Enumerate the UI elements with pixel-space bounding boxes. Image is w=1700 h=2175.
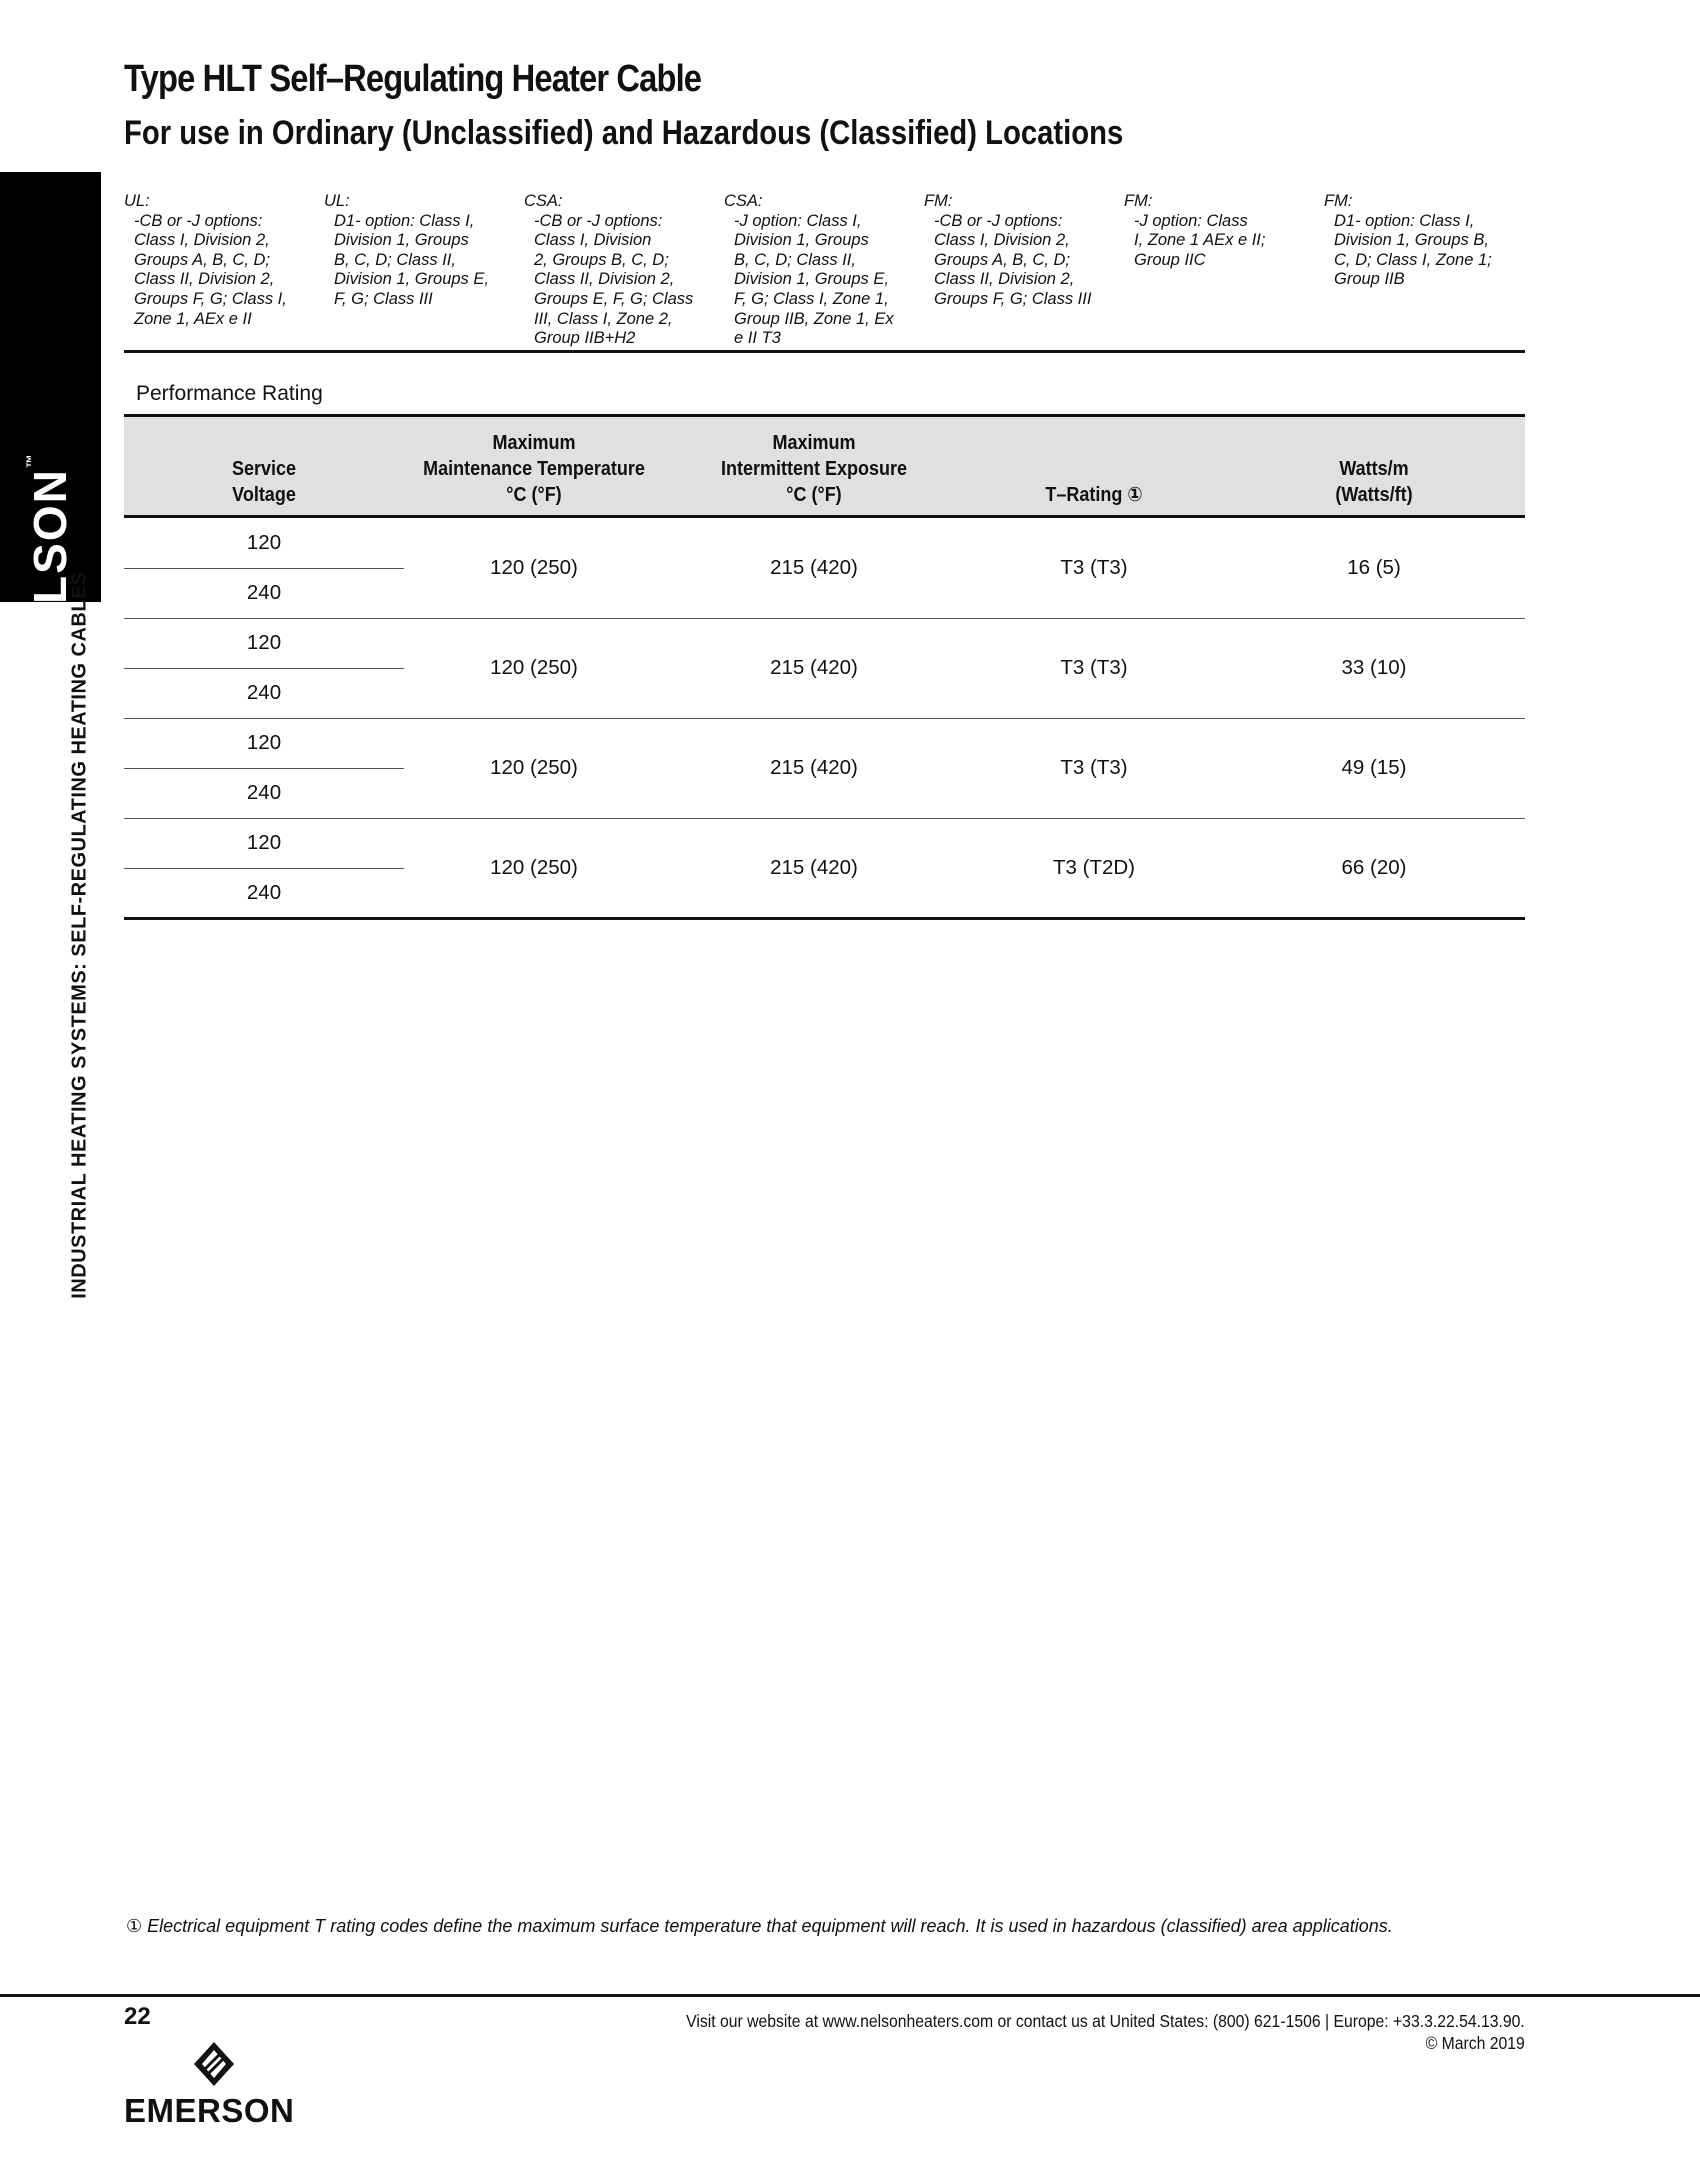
emerson-logo-mark [192,2040,236,2088]
certification-line: Group IIB, Zone 1, Ex [734,309,894,328]
certification-line: Groups A, B, C, D; [134,250,271,269]
voltage-cell: 120 [246,631,282,654]
certification-line: Group IIB [1334,270,1405,289]
certification-line: B, C, D; Class II, [734,250,856,269]
certification-line: F, G; Class I, Zone 1, [734,289,889,308]
certification-line: -CB or -J options: [534,211,663,230]
certification-line: Class I, Division [534,231,652,250]
certification-column [524,192,724,350]
certification-line: -J option: Class [1134,211,1248,230]
certification-line: -CB or -J options: [134,211,263,230]
certification-column [324,192,524,350]
header-line: T–Rating ① [1045,484,1143,506]
exposure-cell: 215 (420) [770,656,858,679]
exposure-cell: 215 (420) [770,856,858,879]
certification-line: D1- option: Class I, [1334,211,1475,230]
certification-line: D1- option: Class I, [334,211,475,230]
voltage-cell: 240 [246,581,282,604]
header-line: Intermittent Exposure [720,458,908,480]
certification-line: Class II, Division 2, [134,270,275,289]
table-bottom-rule [124,917,1525,920]
certification-line: e II T3 [734,329,781,348]
voltage-cell: 120 [246,731,282,754]
certification-line: Division 1, Groups [734,231,869,250]
footnote: ① Electrical equipment T rating codes define the maximum surface temperature that equipment will reach. It is used in hazardous (classified) area applications. [126,1916,1393,1936]
copyright: © March 2019 [1425,2033,1525,2053]
voltage-cell: 120 [246,831,282,854]
voltage-cell: 240 [246,781,282,804]
voltage-divider [124,868,404,869]
header-maintenance-temperature [417,430,651,508]
header-line: Maximum [492,432,576,454]
table-caption: Performance Rating [136,382,323,405]
header-line: Maintenance Temperature [423,458,645,480]
voltage-divider [124,768,404,769]
header-line: Service [231,458,297,480]
divider [124,350,1525,353]
header-line: (Watts/ft) [1335,484,1413,506]
certification-line: Division 1, Groups E, [334,270,489,289]
certification-line: Groups A, B, C, D; [934,250,1071,269]
header-line: °C (°F) [786,484,842,506]
footer-rule [0,1994,1700,1997]
trademark-mark: ™ [23,452,39,469]
trating-cell: T3 (T3) [1060,556,1128,579]
certification-line: F, G; Class III [334,289,433,308]
trating-cell: T3 (T2D) [1053,856,1135,879]
page-title: Type HLT Self–Regulating Heater Cable [124,58,702,100]
certification-line: C, D; Class I, Zone 1; [1334,250,1492,269]
maint-cell: 120 (250) [490,756,578,779]
certification-line: Groups F, G; Class III [934,289,1092,308]
contact-line: Visit our website at www.nelsonheaters.com or contact us at United States: (800) 621-1506 | Europe: +33.3.22.54.13.90. [686,2011,1525,2031]
certification-line: Division 1, Groups E, [734,270,889,289]
watts-cell: 33 (10) [1341,656,1407,679]
certification-line: Group IIC [1134,250,1206,269]
voltage-cell: 120 [246,531,282,554]
header-intermittent-exposure [697,430,931,508]
brand-name: NELSON [24,468,76,672]
voltage-cell: 240 [246,881,282,904]
trating-cell: T3 (T3) [1060,756,1128,779]
certification-line: -CB or -J options: [934,211,1063,230]
voltage-divider [124,668,404,669]
watts-cell: 16 (5) [1347,556,1401,579]
certification-line: Class II, Division 2, [934,270,1075,289]
certification-line: Class II, Division 2, [534,270,675,289]
certification-agency: CSA: [724,192,763,210]
certification-column [1324,192,1524,350]
certification-line: 2, Groups B, C, D; [534,250,669,269]
certification-agency: FM: [1324,192,1353,210]
company-wordmark: EMERSON [124,2092,295,2129]
contact-info [686,2010,1525,2054]
page-subtitle: For use in Ordinary (Unclassified) and Hazardous (Classified) Locations [124,114,1124,152]
certification-agency: FM: [924,192,953,210]
certification-line: B, C, D; Class II, [334,250,456,269]
certification-column [724,192,924,350]
row-divider [124,618,1525,619]
table-header [124,417,1525,516]
certification-line: Zone 1, AEx e II [134,309,252,328]
certification-agency: UL: [324,192,350,210]
watts-cell: 66 (20) [1341,856,1407,879]
header-t-rating [977,482,1211,508]
maint-cell: 120 (250) [490,656,578,679]
certification-column [1124,192,1324,350]
section-label: INDUSTRIAL HEATING SYSTEMS: SELF-REGULATING HEATING CABLES [68,571,91,1299]
certification-agency: UL: [124,192,150,210]
certification-line: I, Zone 1 AEx e II; [1134,231,1266,250]
certification-agency: FM: [1124,192,1153,210]
header-watts [1257,456,1491,508]
page-number: 22 [124,2003,151,2030]
certification-line: Groups E, F, G; Class [534,289,694,308]
header-service-voltage [147,456,381,508]
exposure-cell: 215 (420) [770,556,858,579]
row-divider [124,718,1525,719]
certification-column [124,192,324,350]
header-line: Watts/m [1339,458,1409,480]
certification-line: -J option: Class I, [734,211,862,230]
brand-sidebar [0,172,101,672]
table-header-rule [124,515,1525,518]
certification-agency: CSA: [524,192,563,210]
voltage-divider [124,568,404,569]
maint-cell: 120 (250) [490,856,578,879]
certification-line: Group IIB+H2 [534,329,636,348]
certification-line: III, Class I, Zone 2, [534,309,673,328]
certification-line: Class I, Division 2, [134,231,270,250]
maint-cell: 120 (250) [490,556,578,579]
header-line: Voltage [232,484,296,506]
certification-line: Division 1, Groups B, [1334,231,1489,250]
exposure-cell: 215 (420) [770,756,858,779]
certification-line: Groups F, G; Class I, [134,289,287,308]
certifications [124,192,1524,350]
voltage-cell: 240 [246,681,282,704]
trating-cell: T3 (T3) [1060,656,1128,679]
certification-line: Class I, Division 2, [934,231,1070,250]
row-divider [124,818,1525,819]
header-line: Maximum [772,432,856,454]
header-line: °C (°F) [506,484,562,506]
certification-line: Division 1, Groups [334,231,469,250]
certification-column [924,192,1124,350]
watts-cell: 49 (15) [1341,756,1407,779]
